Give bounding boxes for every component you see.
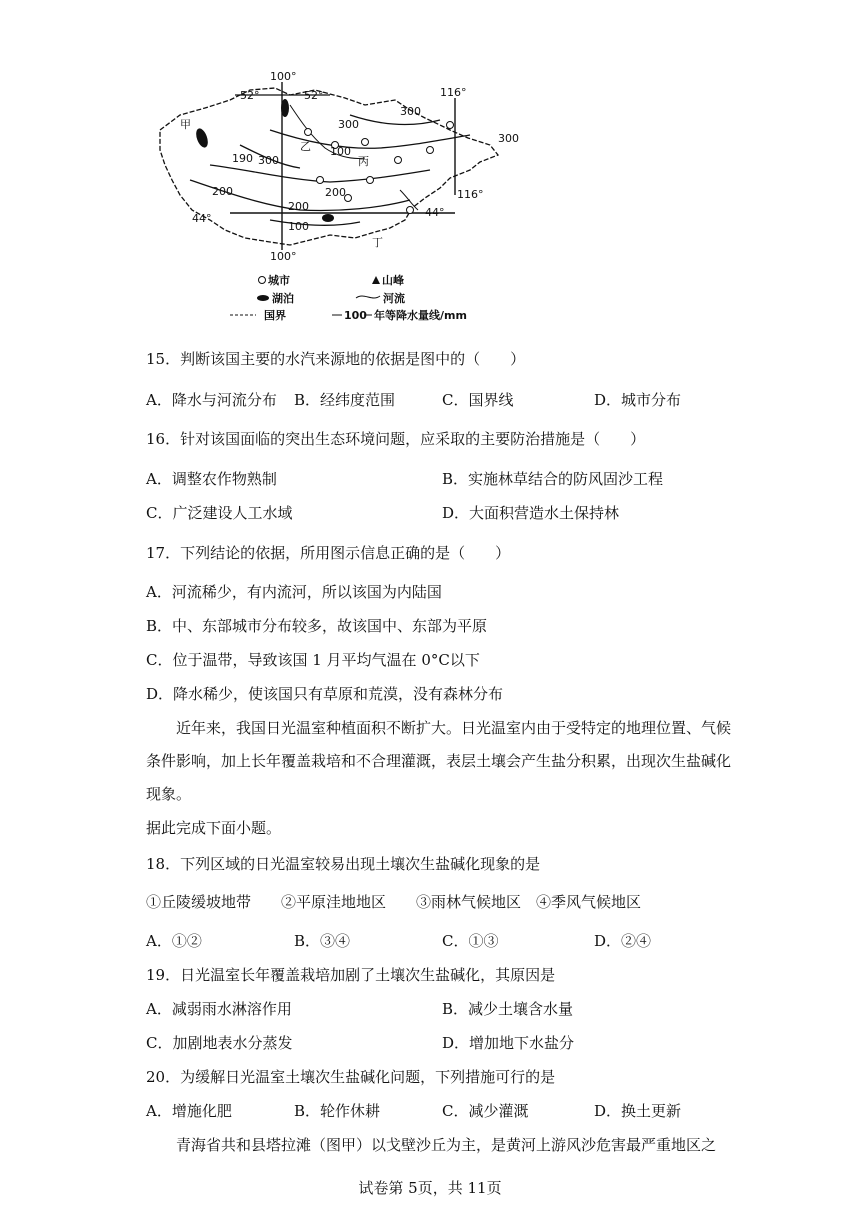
question-18-options [146, 930, 740, 952]
lat-label: 44° [425, 206, 445, 219]
lat-label: 52° [304, 89, 324, 102]
isohyet-label: 190 [232, 152, 253, 165]
lat-label: 52° [240, 89, 260, 102]
option-d[interactable]: D．大面积营造水土保持林 [442, 504, 620, 522]
legend-isohyet-value: 100 [344, 309, 367, 322]
option-c[interactable]: C．①③ [442, 932, 499, 950]
legend-river: 河流 [383, 292, 405, 305]
option-b[interactable]: B．③④ [294, 932, 351, 950]
lat-label: 44° [192, 212, 212, 225]
isohyet-label: 300 [258, 154, 279, 167]
place-label: 丙 [358, 155, 369, 168]
isohyet-label: 200 [212, 185, 233, 198]
page-footer: 试卷第 5页，共 11页 [358, 1179, 502, 1197]
option-d[interactable]: D．城市分布 [594, 391, 682, 409]
option-d[interactable]: D．增加地下水盐分 [442, 1034, 575, 1052]
country-map [150, 70, 530, 330]
legend-city: 城市 [268, 274, 290, 287]
option-c[interactable]: C．减少灌溉 [442, 1102, 529, 1120]
question-19-stem: 19．日光温室长年覆盖栽培加剧了土壤次生盐碱化，其原因是 [146, 966, 556, 984]
question-20-stem: 20．为缓解日光温室土壤次生盐碱化问题，下列措施可行的是 [146, 1068, 556, 1086]
option-c[interactable]: C．加剧地表水分蒸发 [146, 1034, 293, 1052]
option-d[interactable]: D．换土更新 [594, 1102, 682, 1120]
place-label: 甲 [180, 118, 191, 131]
question-15-options [146, 389, 740, 411]
option-c[interactable]: C．广泛建设人工水域 [146, 504, 293, 522]
instruction: 据此完成下面小题。 [146, 819, 282, 837]
question-19-options-row2 [146, 1032, 740, 1054]
isohyet-label: 200 [325, 186, 346, 199]
isohyet-label: 300 [400, 105, 421, 118]
lon-label: 116° [457, 188, 484, 201]
legend-lake: 湖泊 [272, 292, 294, 305]
isohyet-label: 300 [498, 132, 519, 145]
isohyet-label: 100 [330, 145, 351, 158]
question-19-options-row1 [146, 998, 740, 1020]
question-16-stem: 16．针对该国面临的突出生态环境问题，应采取的主要防治措施是（ ） [146, 430, 646, 448]
option-b[interactable]: B．减少土壤含水量 [442, 1000, 574, 1018]
option-c[interactable]: C．国界线 [442, 391, 514, 409]
passage: 近年来，我国日光温室种植面积不断扩大。日光温室内由于受特定的地理位置、气候条件影响，加上长年覆盖栽培和不合理灌溉，表层土壤会产生盐分积累，出现次生盐碱化现象。 [146, 719, 732, 803]
lon-label: 100° [270, 250, 297, 263]
isohyet-label: 200 [288, 200, 309, 213]
isohyet-label: 100 [288, 220, 309, 233]
question-15-stem: 15．判断该国主要的水汽来源地的依据是图中的（ ） [146, 350, 526, 368]
question-16-options-row2 [146, 502, 740, 524]
option-a[interactable]: A．增施化肥 [146, 1102, 232, 1120]
lon-label: 100° [270, 70, 297, 83]
option-d[interactable]: D．②④ [594, 932, 652, 950]
option-b[interactable]: B．实施林草结合的防风固沙工程 [442, 470, 664, 488]
legend-isohyet: 年等降水量线/mm [374, 309, 467, 322]
lon-label: 116° [440, 86, 467, 99]
place-label: 丁 [372, 236, 383, 249]
option-a[interactable]: A．调整农作物熟制 [146, 470, 277, 488]
next-passage: 青海省共和县塔拉滩（图甲）以戈壁沙丘为主，是黄河上游风沙危害最严重地区之 [176, 1136, 717, 1154]
option-a[interactable]: A．减弱雨水淋溶作用 [146, 1000, 292, 1018]
option-d[interactable]: D．降水稀少，使该国只有草原和荒漠，没有森林分布 [146, 685, 504, 703]
place-label: 乙 [300, 140, 311, 153]
option-c[interactable]: C．位于温带，导致该国 1 月平均气温在 0°C以下 [146, 651, 480, 669]
legend-border: 国界 [264, 309, 286, 322]
question-18-stem: 18．下列区域的日光温室较易出现土壤次生盐碱化现象的是 [146, 855, 541, 873]
question-16-options-row1 [146, 468, 740, 490]
option-a[interactable]: A．①② [146, 932, 202, 950]
option-a[interactable]: A．降水与河流分布 [146, 391, 277, 409]
question-17-stem: 17．下列结论的依据，所用图示信息正确的是（ ） [146, 544, 511, 562]
option-a[interactable]: A．河流稀少，有内流河，所以该国为内陆国 [146, 583, 442, 601]
question-18-items: ①丘陵缓坡地带 ②平原洼地地区 ③雨林气候地区 ④季风气候地区 [146, 893, 642, 911]
option-b[interactable]: B．中、东部城市分布较多，故该国中、东部为平原 [146, 617, 488, 635]
isohyet-label: 300 [338, 118, 359, 131]
legend-peak: 山峰 [382, 274, 404, 287]
option-b[interactable]: B．经纬度范围 [294, 391, 396, 409]
option-b[interactable]: B．轮作休耕 [294, 1102, 381, 1120]
question-20-options [146, 1100, 740, 1122]
